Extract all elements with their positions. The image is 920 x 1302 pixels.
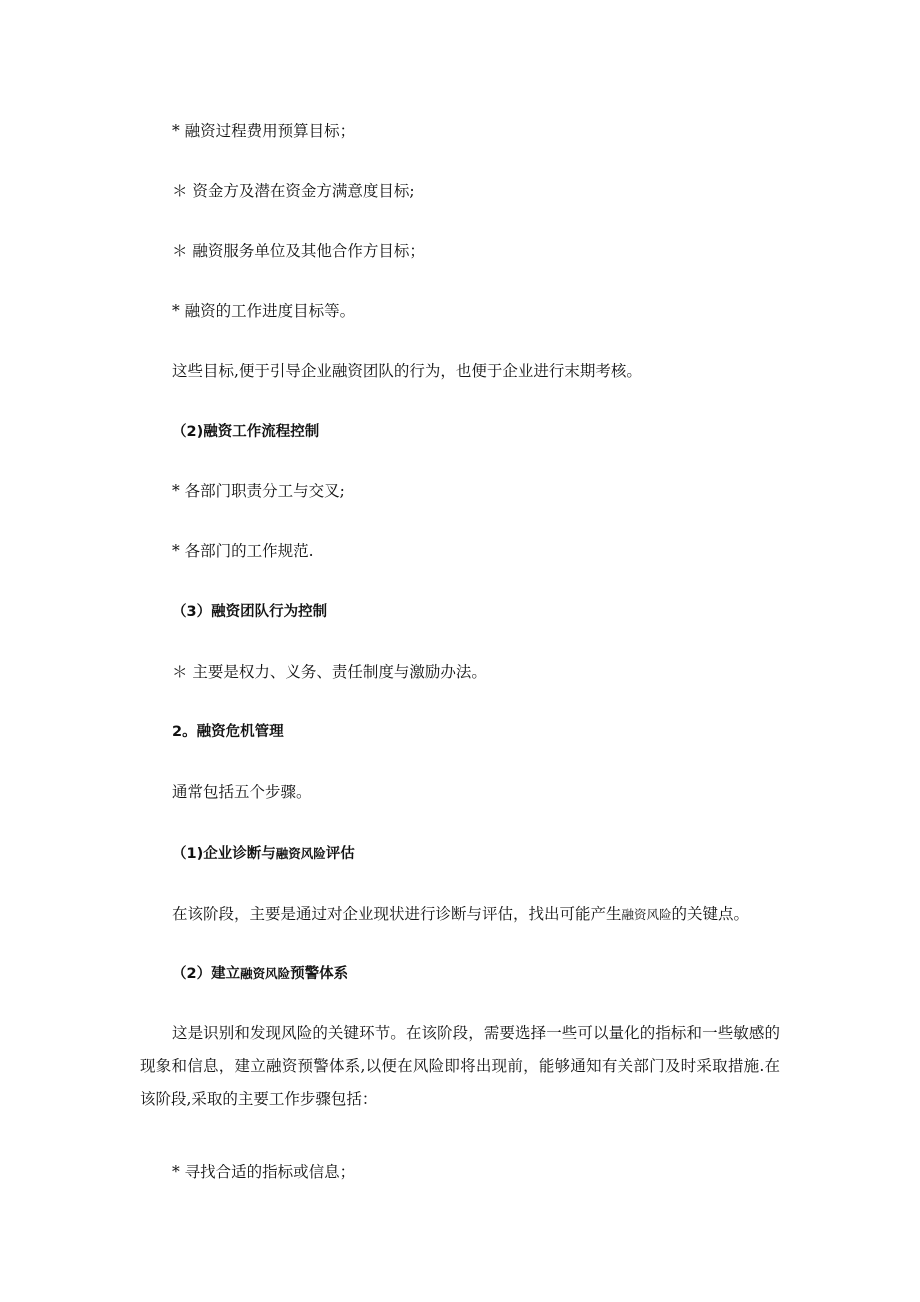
heading-text: 预警体系 bbox=[290, 966, 349, 982]
section-heading: （3）融资团队行为控制 bbox=[172, 604, 328, 620]
paragraph-term: 融资风险 bbox=[621, 907, 672, 922]
paragraph-text: 的关键点。 bbox=[671, 905, 750, 923]
section-heading bbox=[172, 963, 348, 985]
bullet-item: * 融资的工作进度目标等。 bbox=[172, 302, 356, 320]
paragraph: 这些目标,便于引导企业融资团队的行为，也便于企业进行末期考核。 bbox=[172, 362, 642, 380]
bullet-item: * 寻找合适的指标或信息； bbox=[172, 1163, 356, 1181]
section-heading bbox=[172, 843, 355, 865]
heading-term: 融资风险 bbox=[275, 846, 326, 861]
heading-term: 融资风险 bbox=[240, 966, 291, 981]
paragraph: 通常包括五个步骤。 bbox=[172, 783, 312, 801]
heading-text: 评估 bbox=[325, 846, 355, 862]
bullet-item: ＊ 融资服务单位及其他合作方目标； bbox=[172, 242, 425, 260]
paragraph bbox=[172, 903, 749, 926]
heading-text: （1)企业诊断与 bbox=[172, 846, 276, 862]
chapter-heading: 2。融资危机管理 bbox=[172, 724, 284, 740]
paragraph-text: 在该阶段，主要是通过对企业现状进行诊断与评估，找出可能产生 bbox=[172, 905, 622, 923]
bullet-item: * 各部门职责分工与交叉; bbox=[172, 482, 345, 500]
section-heading: （2)融资工作流程控制 bbox=[172, 424, 320, 440]
bullet-item: ＊ 主要是权力、义务、责任制度与激励办法。 bbox=[172, 663, 487, 681]
bullet-item: * 融资过程费用预算目标； bbox=[172, 122, 356, 140]
bullet-item: ＊ 资金方及潜在资金方满意度目标; bbox=[172, 182, 415, 200]
paragraph: 这是识别和发现风险的关键环节。在该阶段，需要选择一些可以量化的指标和一些敏感的现象和信息，建立融资预警体系,以便在风险即将出现前，能够通知有关部门及时采取措施.在该阶段,采取的主要工作步骤包括： bbox=[140, 1024, 780, 1108]
heading-text: （2）建立 bbox=[172, 966, 241, 982]
bullet-item: * 各部门的工作规范. bbox=[172, 542, 314, 560]
